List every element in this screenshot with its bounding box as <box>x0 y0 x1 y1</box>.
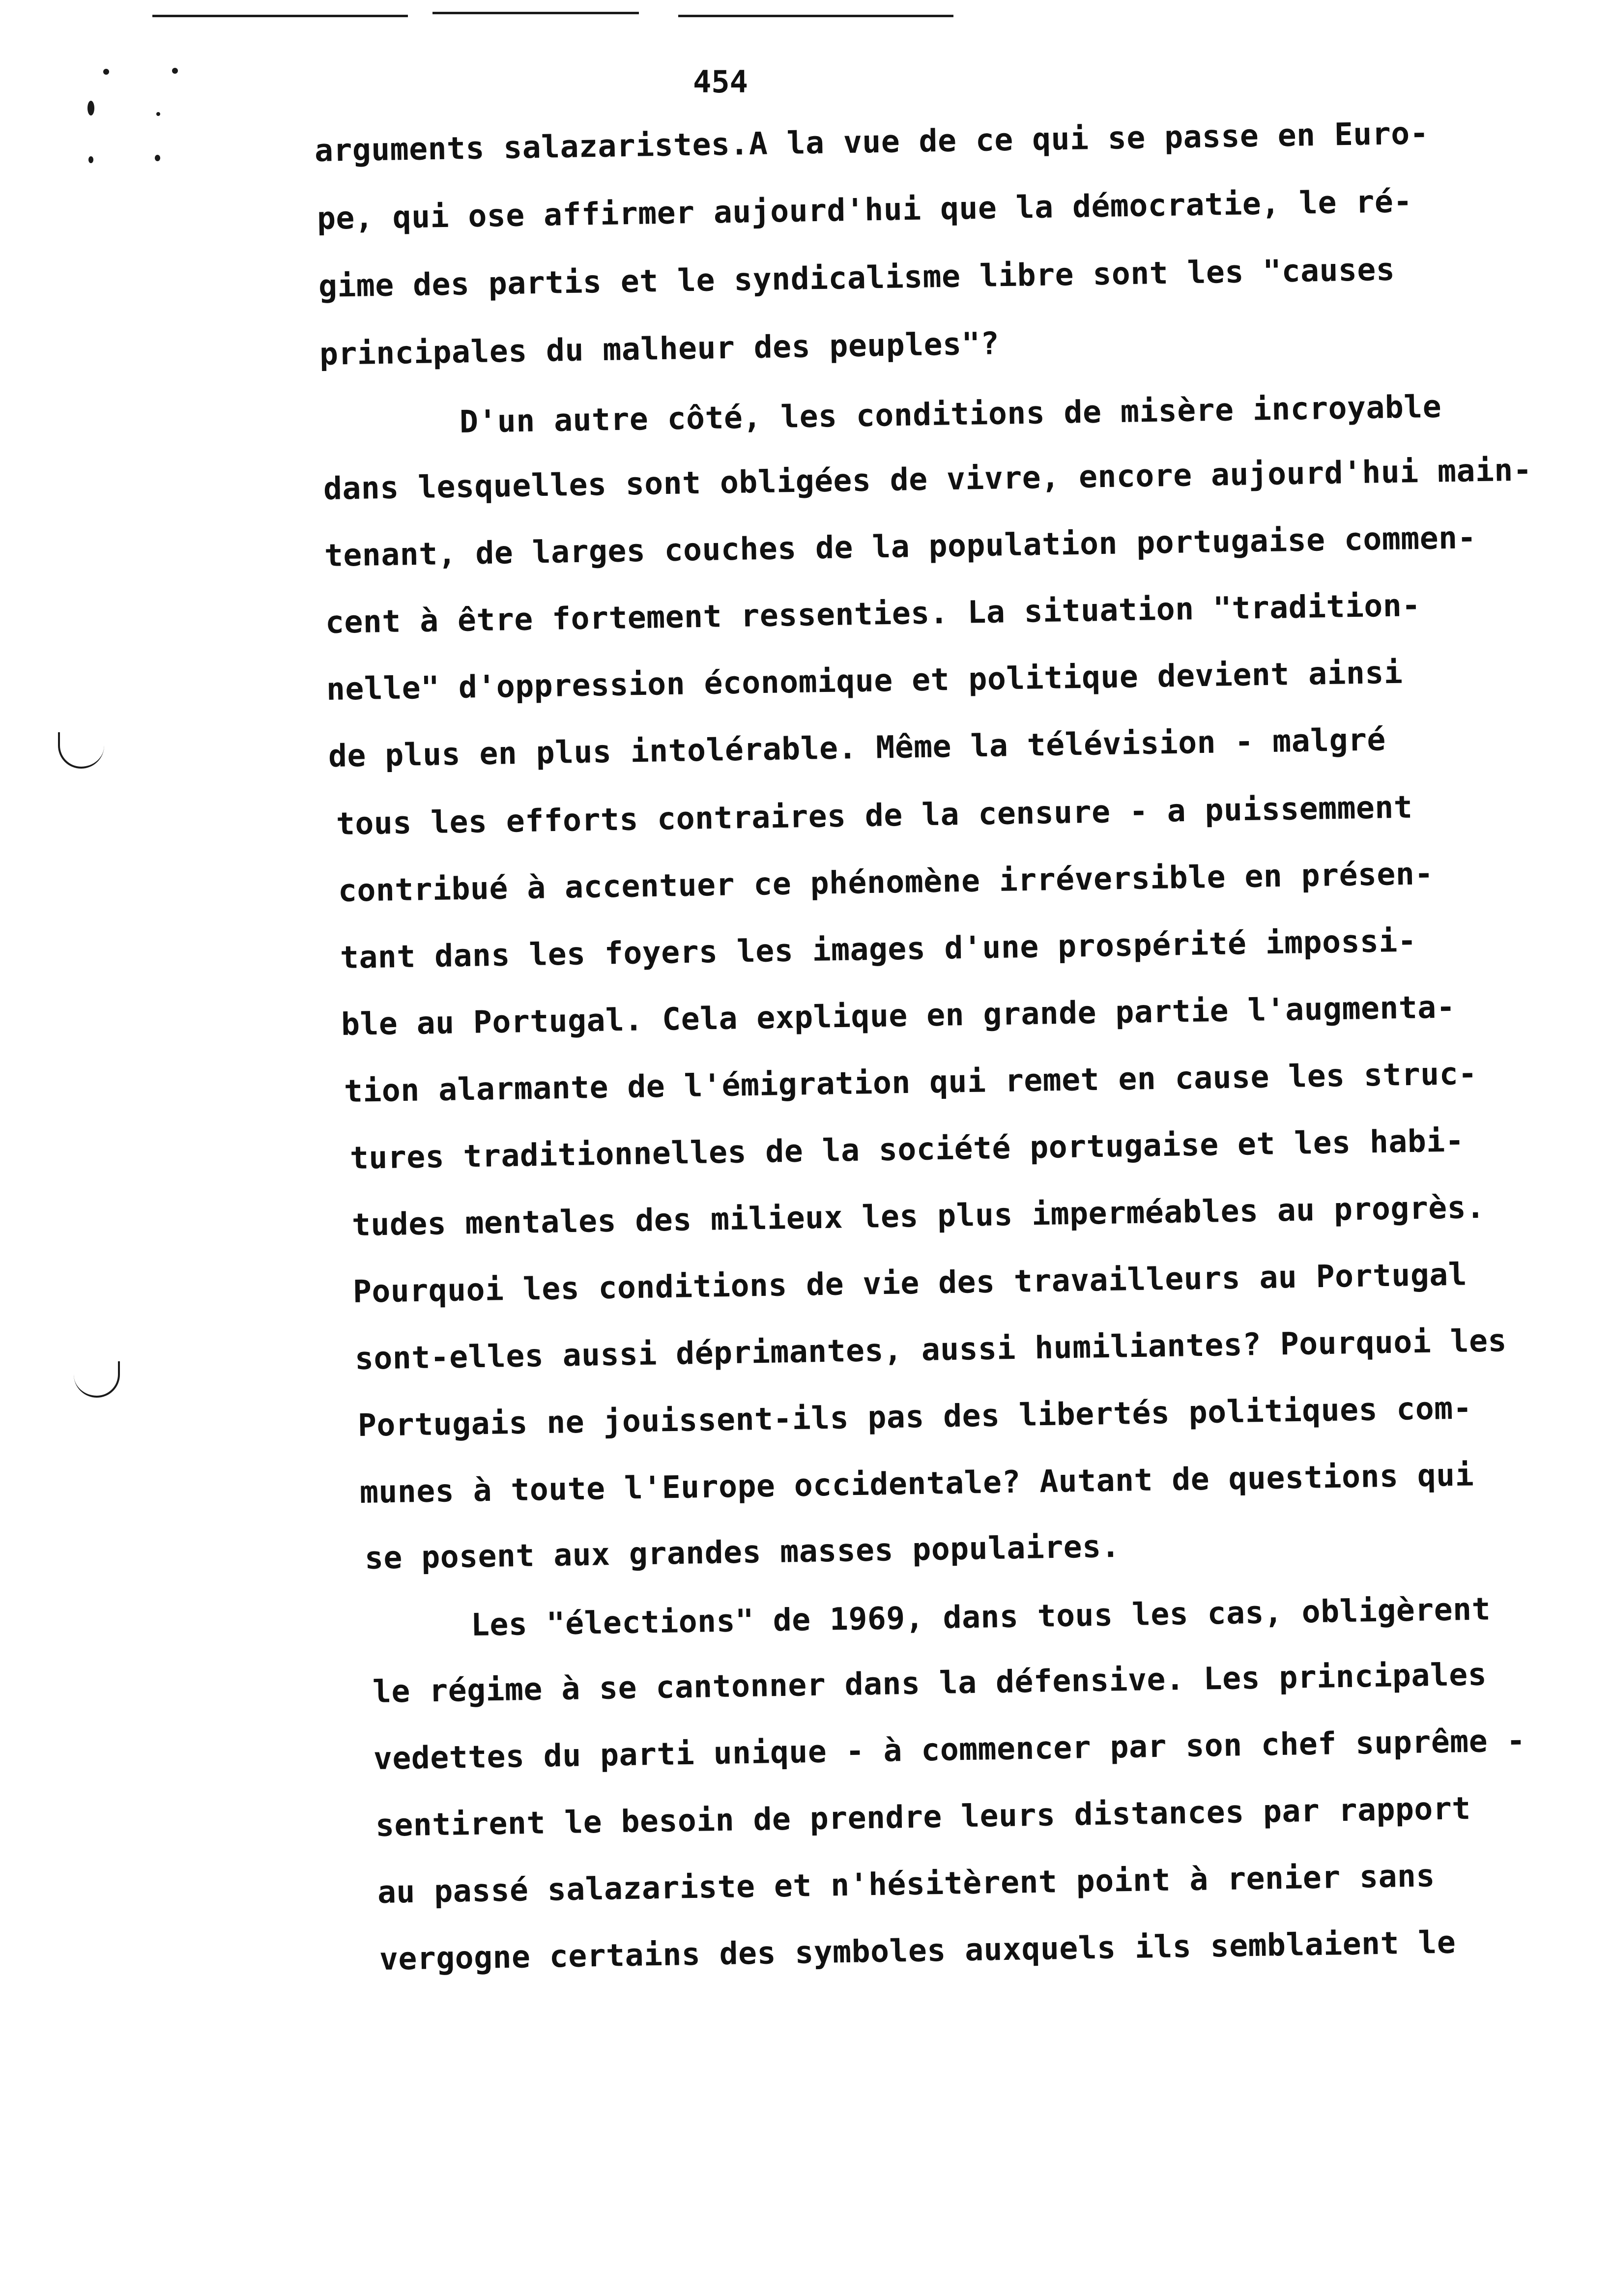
text-line: D'un autre côté, les conditions de misère incroyable <box>459 388 1442 440</box>
text-line: se posent aux grandes masses populaires. <box>364 1528 1121 1576</box>
text-line: tenant, de larges couches de la population portugaise commen- <box>324 519 1477 574</box>
margin-mark <box>103 69 109 75</box>
text-line: arguments salazaristes.A la vue de ce qui se passe en Euro- <box>314 115 1429 169</box>
text-line: Pourquoi les conditions de vie des travailleurs au Portugal <box>352 1256 1468 1310</box>
text-line: sont-elles aussi déprimantes, aussi humiliantes? Pourquoi les <box>354 1322 1507 1377</box>
text-line: principales du malheur des peuples"? <box>319 325 1000 372</box>
text-line: le régime à se cantonner dans la défensive. Les principales <box>372 1656 1487 1710</box>
text-line: sentirent le besoin de prendre leurs distances par rapport <box>375 1790 1471 1843</box>
text-line: de plus en plus intolérable. Même la télévision - malgré <box>328 721 1386 774</box>
text-line: tion alarmante de l'émigration qui remet en cause les struc- <box>344 1055 1478 1109</box>
text-line: tudes mentales des milieux les plus imperméables au progrès. <box>351 1189 1486 1243</box>
top-rule <box>432 12 639 14</box>
top-rule <box>678 15 953 17</box>
text-line: tures traditionnelles de la société portugaise et les habi- <box>349 1122 1465 1176</box>
margin-bracket <box>74 1361 120 1398</box>
margin-mark <box>87 101 94 115</box>
margin-mark <box>155 155 160 161</box>
text-line: tous les efforts contraires de la censure - a puissemment <box>336 789 1413 842</box>
text-line: dans lesquelles sont obligées de vivre, encore aujourd'hui main- <box>323 452 1532 507</box>
margin-mark <box>156 112 160 116</box>
text-line: munes à toute l'Europe occidentale? Autant de questions qui <box>359 1457 1474 1510</box>
text-line: au passé salazariste et n'hésitèrent point à renier sans <box>377 1858 1436 1910</box>
margin-mark <box>172 68 178 74</box>
text-line: nelle" d'oppression économique et politique devient ainsi <box>326 654 1403 707</box>
text-line: tant dans les foyers les images d'une prospérité impossi- <box>340 922 1417 976</box>
text-line: Portugais ne jouissent-ils pas des libertés politiques com- <box>357 1390 1472 1443</box>
margin-mark <box>88 156 93 163</box>
page-number: 454 <box>693 64 748 100</box>
text-line: ble au Portugal. Cela explique en grande partie l'augmenta- <box>341 989 1456 1042</box>
text-line: vedettes du parti unique - à commencer par son chef suprême - <box>373 1722 1526 1777</box>
text-line: Les "élections" de 1969, dans tous les cas, obligèrent <box>470 1591 1491 1643</box>
text-line: pe, qui ose affirmer aujourd'hui que la démocratie, le ré- <box>317 183 1413 236</box>
margin-bracket <box>58 732 104 769</box>
text-line: contribué à accentuer ce phénomène irréversible en présen- <box>338 855 1434 909</box>
top-rule <box>152 15 408 17</box>
text-line: cent à être fortement ressenties. La situation "tradition- <box>325 587 1421 640</box>
text-line: vergogne certains des symboles auxquels ils semblaient le <box>379 1924 1456 1977</box>
text-line: gime des partis et le syndicalisme libre sont les "causes <box>318 251 1395 304</box>
